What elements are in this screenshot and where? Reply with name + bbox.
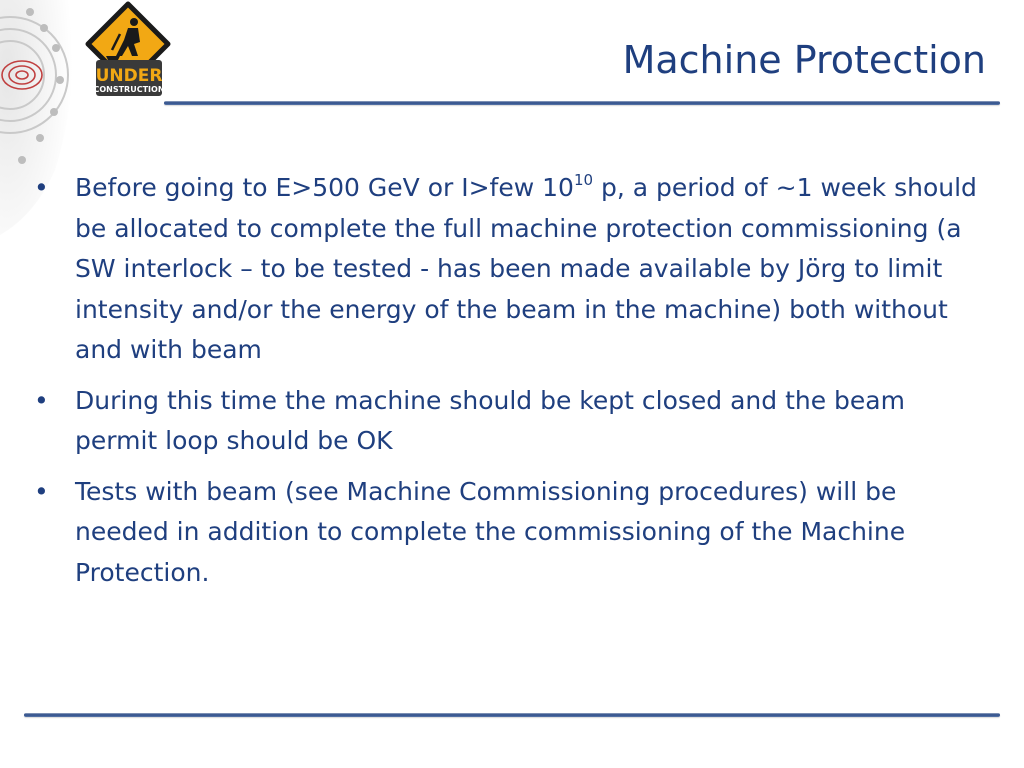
logo-text-under: UNDER [95, 66, 163, 86]
logo-text-construction: CONSTRUCTION [93, 85, 165, 94]
bullet-item [30, 168, 980, 371]
slide-title: Machine Protection [622, 38, 986, 82]
title-divider [164, 101, 1000, 105]
bullet-list [30, 168, 980, 593]
bullet-item [30, 381, 980, 462]
bullet-marker: • [34, 476, 49, 506]
footer-divider [24, 713, 1000, 717]
bullet-marker: • [34, 173, 49, 202]
superscript-exponent: 10 [573, 170, 594, 189]
bullet-marker: • [34, 385, 49, 415]
bullet-item [30, 472, 980, 594]
slide-body [30, 168, 980, 603]
bullet-text: During this time the machine should be kept closed and the beam permit loop should be OK [75, 385, 905, 455]
bullet-text: Tests with beam (see Machine Commissioning procedures) will be needed in addition to complete the commissioning of the Machine Protection. [75, 476, 906, 587]
under-construction-logo [82, 0, 174, 100]
bullet-text-part: Before going to E>500 GeV or I>few 10 [75, 173, 574, 202]
bullet-text-part: p, a period of ~1 week should be allocated to complete the full machine protection commissioning (a SW interlock – to be tested - has been made available by Jörg to limit intensity and/or the energy of the beam in the machine) both without and with beam [75, 173, 977, 364]
